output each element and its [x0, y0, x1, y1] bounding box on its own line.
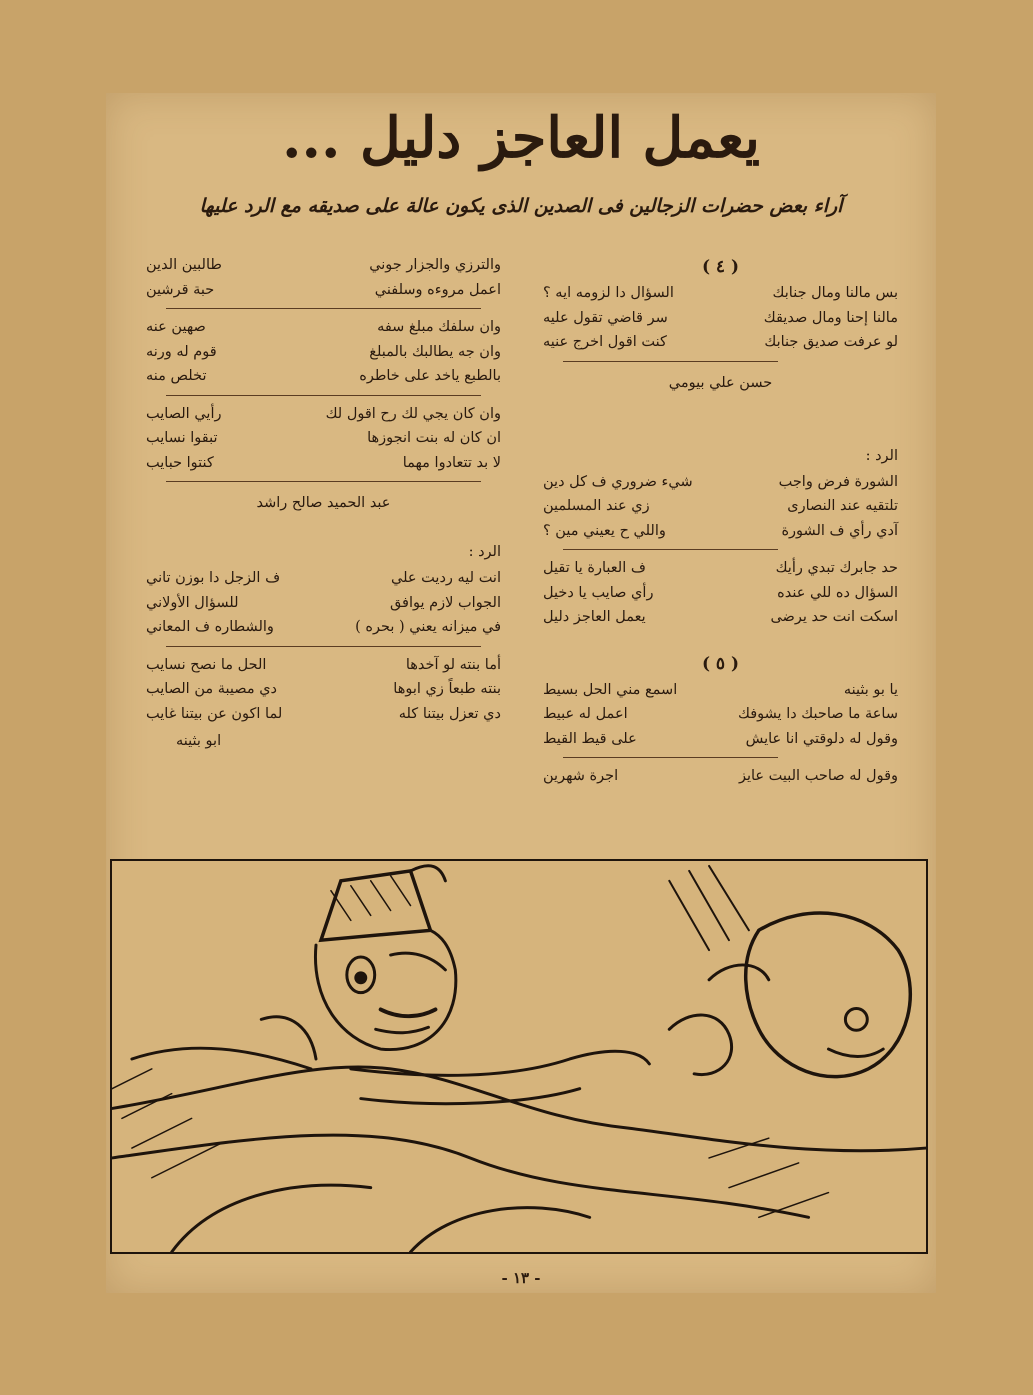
- hemistich: دي مصيبة من الصايب: [146, 681, 278, 697]
- right-column: [543, 253, 898, 789]
- section-5-stanza: [543, 678, 898, 752]
- verse-line: [146, 364, 501, 389]
- stanza: [146, 402, 501, 476]
- hemistich: حد جابرك تبدي رأيك: [775, 560, 898, 576]
- hemistich: على قيط القيط: [543, 730, 637, 747]
- verse-line: [146, 402, 501, 427]
- cartoon-illustration: [110, 859, 928, 1254]
- reply-label: الرد :: [468, 544, 501, 560]
- hemistich: يعمل العاجز دليل: [543, 609, 646, 625]
- verse-line: [146, 653, 501, 678]
- hemistich: قوم له ورنه: [146, 343, 217, 360]
- hemistich: وان سلفك مبلغ سفه: [377, 319, 501, 335]
- hemistich: كنتوا حبايب: [146, 454, 214, 471]
- hemistich: اعمل له عبيط: [543, 706, 628, 722]
- verse-line: [543, 494, 898, 519]
- reply-stanza: [543, 556, 898, 630]
- verse-line: [146, 426, 501, 451]
- reply-stanza: [146, 653, 501, 727]
- hemistich: يا بو بثينه: [843, 681, 898, 698]
- verse-line: [543, 281, 898, 306]
- divider: [563, 757, 778, 758]
- hemistich: ساعة ما صاحبك دا يشوفك: [737, 706, 898, 722]
- verse-line: [146, 253, 501, 278]
- hemistich: في ميزانه يعني ( بحره ): [355, 619, 501, 635]
- hemistich: حبة قرشين: [146, 281, 215, 298]
- hemistich: للسؤال الأولاني: [146, 594, 239, 611]
- divider: [166, 646, 481, 647]
- hemistich: وان جه يطالبك بالمبلغ: [369, 343, 501, 360]
- verse-line: [146, 677, 501, 702]
- hemistich: وقول له صاحب البيت عايز: [738, 768, 898, 784]
- verse-line: [543, 581, 898, 606]
- hemistich: تخلص منه: [146, 368, 207, 384]
- hemistich: وقول له دلوقتي انا عايش: [745, 730, 898, 747]
- section-5-heading: ( ٥ ): [701, 653, 740, 674]
- stanza: [146, 315, 501, 389]
- divider: [166, 481, 481, 482]
- hemistich: ف الزجل دا بوزن تاني: [146, 570, 281, 586]
- divider: [166, 395, 481, 396]
- page-subtitle: آراء بعض حضرات الزجالين فى الصدين الذى يكون عالة على صديقه مع الرد عليها: [199, 195, 843, 217]
- verse-line: [543, 330, 898, 355]
- hemistich: واللي ح يعيني مين ؟: [543, 522, 666, 539]
- reply-stanza: [543, 470, 898, 544]
- signature: حسن علي بيومي: [668, 374, 773, 391]
- hemistich: وان كان يجي لك رح اقول لك: [325, 405, 501, 422]
- divider: [563, 361, 778, 362]
- verse-line: [543, 764, 898, 789]
- signature: ابو بثينه: [176, 733, 222, 749]
- hemistich: بس مالنا ومال جنابك: [772, 285, 898, 301]
- hemistich: الشورة فرض واجب: [778, 473, 898, 490]
- hemistich: اسمع مني الحل بسيط: [543, 681, 678, 698]
- verse-line: [146, 340, 501, 365]
- verse-line: [543, 556, 898, 581]
- verse-line: [146, 702, 501, 727]
- magazine-page: [106, 93, 936, 1293]
- hemistich: رأي صايب يا دخيل: [543, 584, 654, 601]
- signature: عبد الحميد صالح راشد: [256, 495, 391, 511]
- hemistich: ان كان له بنت انجوزها: [367, 430, 501, 446]
- hemistich: السؤال ده للي عنده: [777, 584, 898, 601]
- verse-line: [146, 451, 501, 476]
- hemistich: اسكت انت حد يرضى: [770, 609, 898, 625]
- hemistich: والترزي والجزار جوني: [369, 257, 501, 273]
- hemistich: ف العبارة يا تقيل: [543, 560, 646, 576]
- verse-line: [146, 278, 501, 303]
- cartoon-drawing: [112, 861, 926, 1252]
- hemistich: كنت اقول اخرج عنيه: [543, 334, 667, 350]
- reply-label: الرد :: [865, 447, 898, 464]
- section-4-heading: ( ٤ ): [701, 257, 740, 277]
- hemistich: والشطاره ف المعاني: [146, 619, 274, 635]
- verse-line: [543, 702, 898, 727]
- verse-line: [146, 591, 501, 616]
- reply-stanza: [146, 566, 501, 640]
- verse-line: [543, 306, 898, 331]
- hemistich: تبقوا نسايب: [146, 430, 218, 446]
- section-4-stanza: [543, 281, 898, 355]
- hemistich: طالبين الدين: [146, 257, 222, 273]
- hemistich: الجواب لازم يوافق: [389, 594, 501, 611]
- hemistich: الحل ما نصح نسايب: [146, 656, 267, 673]
- hemistich: أما بنته لو آخدها: [405, 656, 501, 673]
- hemistich: اجرة شهرين: [543, 768, 619, 784]
- divider: [166, 308, 481, 309]
- hemistich: صهين عنه: [146, 319, 206, 335]
- hemistich: رأيي الصايب: [146, 405, 222, 422]
- hemistich: بالطبع ياخد على خاطره: [359, 368, 501, 384]
- hemistich: شيء ضروري ف كل دين: [543, 473, 693, 490]
- divider: [563, 549, 778, 550]
- hemistich: لا بد تتعادوا مهما: [402, 454, 501, 471]
- hemistich: تلتقيه عند النصارى: [787, 498, 898, 514]
- verse-line: [543, 519, 898, 544]
- hemistich: آدي رأي ف الشورة: [781, 522, 898, 539]
- hemistich: لما اكون عن بيتنا غايب: [146, 705, 283, 722]
- hemistich: اعمل مروءه وسلفني: [374, 281, 501, 298]
- verse-line: [146, 615, 501, 640]
- stanza: [146, 253, 501, 302]
- hemistich: لو عرفت صديق جنابك: [764, 334, 898, 350]
- hemistich: مالنا إحنا ومال صديقك: [763, 309, 898, 326]
- verse-line: [543, 470, 898, 495]
- hemistich: بنته طبعاً زي ابوها: [393, 681, 501, 697]
- hemistich: سر قاضي تقول عليه: [543, 309, 668, 326]
- hemistich: دي تعزل بيتنا كله: [398, 705, 501, 722]
- verse-line: [146, 315, 501, 340]
- verse-line: [543, 678, 898, 703]
- hemistich: زي عند المسلمين: [543, 498, 650, 514]
- verse-line: [146, 566, 501, 591]
- hemistich: السؤال دا لزومه ايه ؟: [543, 285, 674, 301]
- page-title: يعمل العاجز دليل ...: [282, 105, 760, 171]
- left-column: [146, 253, 501, 756]
- verse-line: [543, 605, 898, 630]
- verse-line: [543, 727, 898, 752]
- page-number: - ١٣ -: [501, 1269, 541, 1287]
- hemistich: انت ليه رديت علي: [391, 570, 501, 586]
